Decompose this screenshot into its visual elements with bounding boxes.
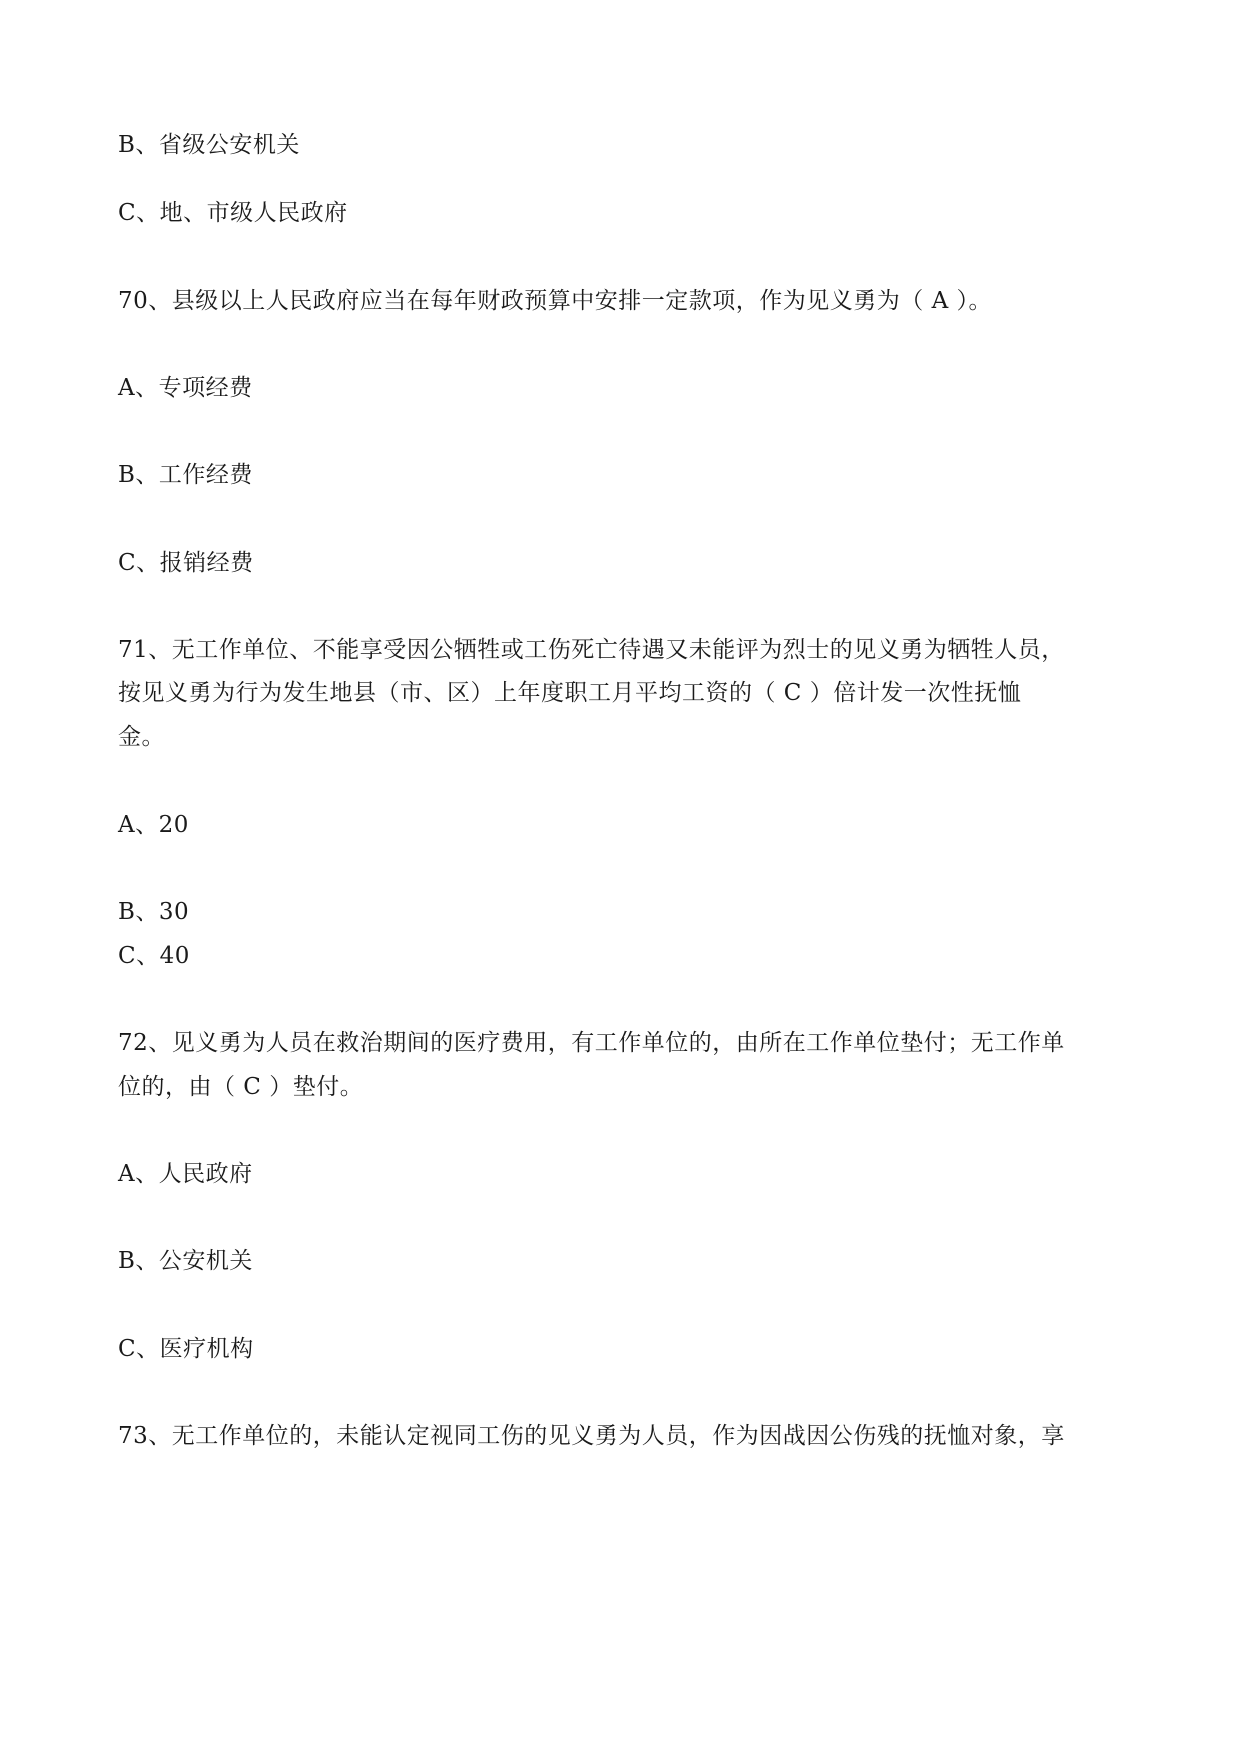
question-73-line-1: 73、无工作单位的，未能认定视同工伤的见义勇为人员，作为因战因公伤残的抚恤对象，享: [118, 1423, 1065, 1449]
option-69-c: C、地、市级人民政府: [118, 200, 348, 226]
option-71-c: C、40: [118, 943, 190, 969]
question-70: 70、县级以上人民政府应当在每年财政预算中安排一定款项，作为见义勇为（ A ）。: [118, 288, 992, 314]
option-72-c: C、医疗机构: [118, 1336, 254, 1362]
option-70-a: A、专项经费: [118, 375, 253, 401]
option-71-a: A、20: [118, 812, 189, 838]
option-71-b: B、30: [118, 899, 190, 925]
option-72-a: A、人民政府: [118, 1161, 253, 1187]
question-71-line-2: 按见义勇为行为发生地县（市、区）上年度职工月平均工资的（ C ）倍计发一次性抚恤: [118, 680, 1022, 706]
option-72-b: B、公安机关: [118, 1248, 253, 1274]
option-70-b: B、工作经费: [118, 462, 253, 488]
question-71-line-3: 金。: [118, 724, 165, 750]
question-71-line-1: 71、无工作单位、不能享受因公牺牲或工伤死亡待遇又未能评为烈士的见义勇为牺牲人员，: [118, 637, 1065, 663]
question-72-line-1: 72、见义勇为人员在救治期间的医疗费用，有工作单位的，由所在工作单位垫付；无工作单: [118, 1030, 1065, 1056]
option-70-c: C、报销经费: [118, 550, 254, 576]
question-72-line-2: 位的，由（ C ）垫付。: [118, 1074, 364, 1100]
option-69-b: B、省级公安机关: [118, 132, 300, 158]
